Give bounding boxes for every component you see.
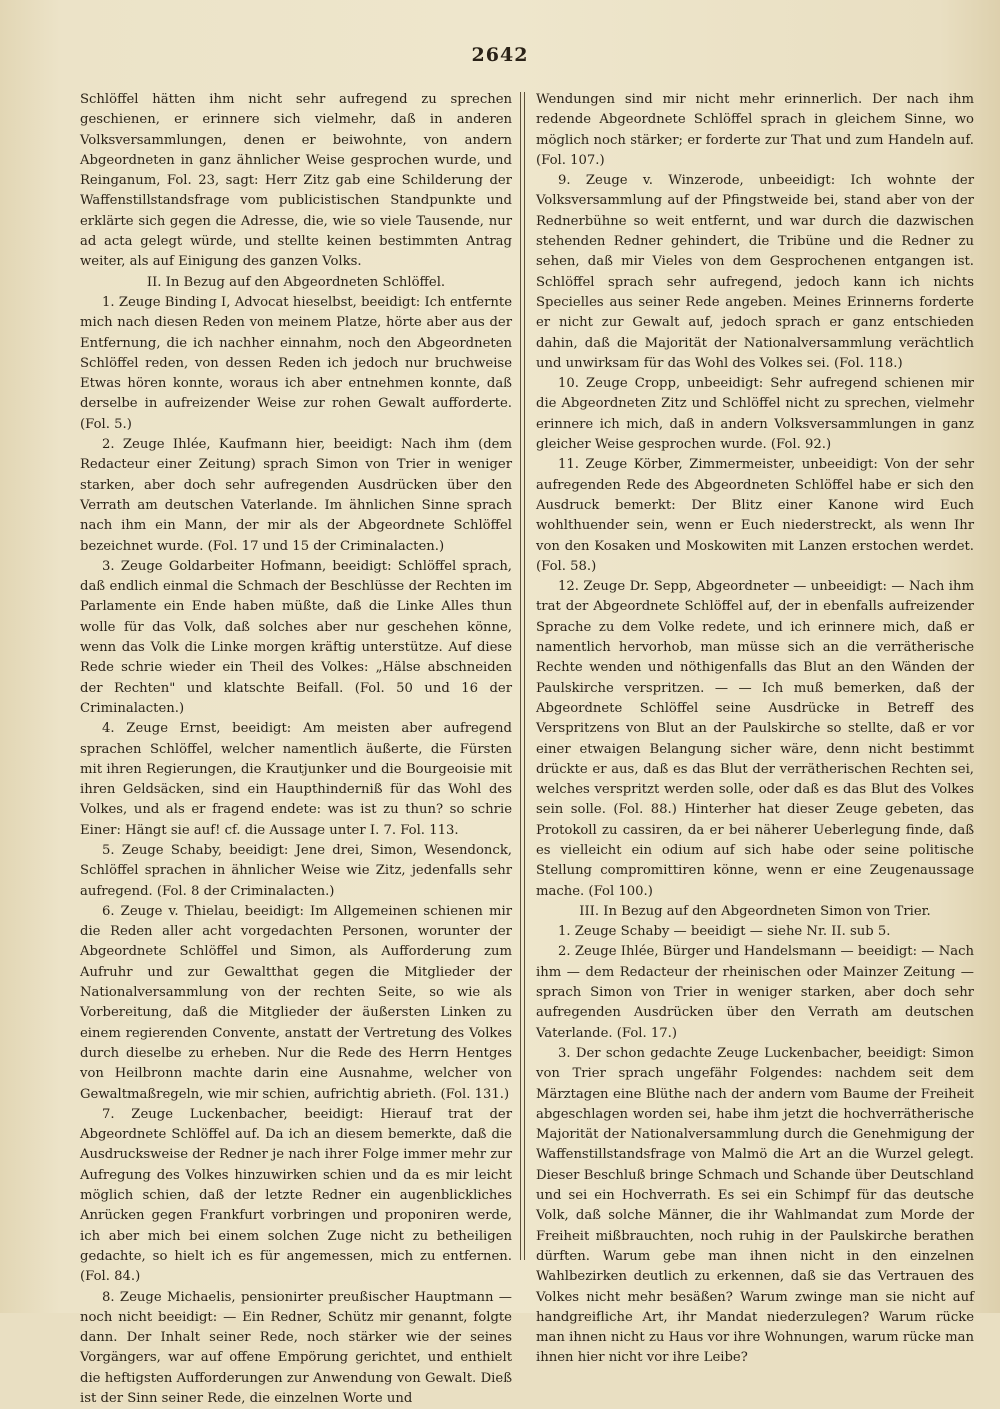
section-heading: III. In Bezug auf den Abgeordneten Simon von Trier. — [579, 903, 931, 919]
testimony-paragraph: 1. Zeuge Binding I, Advocat hieselbst, beeidigt: Ich entfernte mich nach diesen Reden von meinem Platze, hörte aber aus der Entfernung, die ich nachher einnahm, noch den Abgeordneten Schlöffel reden, von dessen Reden ich jedoch nur bruchweise Etwas hören konnte, woraus ich aber entnehmen konnte, daß derselbe in aufreizender Weise zur rohen Gewalt aufforderte. (Fol. 5.) — [80, 294, 512, 432]
paragraph: Schlöffel hätten ihm nicht sehr aufregend zu sprechen geschienen, er erinnere sich vielmehr, daß in anderen Volksversammlungen, denen er beiwohnte, von andern Abgeordneten in ganz ähnlicher Weise gesprochen wurde, und Reinganum, Fol. 23, sagt: Herr Zitz gab eine Schilderung der Waffenstillstandsfrage vom publicistischen Standpunkte und erklärte sich gegen die Adresse, die, wie so viele Tausende, nur ad acta gelegt würde, und stellte keinen bestimmten Antrag weiter, als auf Einigung des ganzen Volks. — [80, 92, 512, 270]
left-column — [80, 90, 512, 1409]
testimony-paragraph: 11. Zeuge Körber, Zimmermeister, unbeeidigt: Von der sehr aufregenden Rede des Abgeordneten Schlöffel habe er sich den Ausdruck bemerkt: Der Blitz einer Kanone wird Euch wohlthuender sein, wenn er Euch niederstreckt, als wenn Ihr von den Kosaken und Moskowiten mit Lanzen erstochen werdet. (Fol. 58.) — [536, 457, 974, 574]
testimony-paragraph: 6. Zeuge v. Thielau, beeidigt: Im Allgemeinen schienen mir die Reden aller acht vorgedachten Personen, worunter der Abgeordnete Schlöffel und Simon, als Aufforderung zum Aufruhr und zur Gewaltthat gegen die Mitglieder der Nationalversammlung von der rechten Seite, so wie als Vorbereitung, daß die Mitglieder der äußersten Linken zu einem regierenden Convente, anstatt der Vertretung des Volkes durch dieselbe zu erheben. Nur die Rede des Herrn Hentges von Heilbronn machte darin eine Ausnahme, welcher von Gewaltmaßregeln, wie mir schien, aufrichtig abrieth. (Fol. 131.) — [80, 903, 512, 1102]
paragraph: Wendungen sind mir nicht mehr erinnerlich. Der nach ihm redende Abgeordnete Schlöffel sprach in gleichem Sinne, wo möglich noch stärker; er forderte zur That und zum Handeln auf. (Fol. 107.) — [536, 92, 974, 168]
testimony-paragraph: 3. Der schon gedachte Zeuge Luckenbacher, beeidigt: Simon von Trier sprach ungefähr Folgendes: nachdem seit dem Märztagen eine Blüthe nach der andern vom Baume der Freiheit abgeschlagen worden sei, habe ihm jetzt die hochverrätherische Majorität der Nationalversammlung durch die Genehmigung der Waffenstillstandsfrage von Malmö die Art an die Wurzel gelegt. Dieser Beschluß bringe Schmach und Schande über Deutschland und sei ein Hochverrath. Es sei ein Schimpf für das deutsche Volk, daß solche Männer, die ihr Wahlmandat zum Morde der Freiheit mißbrauchten, noch ruhig in der Paulskirche berathen dürften. Warum gebe man ihnen nicht in den einzelnen Wahlbezirken deutlich zu erkennen, daß sie das Vertrauen des Volkes nicht mehr besäßen? Warum zwinge man sie nicht auf handgreifliche Art, ihr Mandat niederzulegen? Warum rücke man ihnen nicht zu Haus vor ihre Wohnungen, warum rücke man ihnen hier nicht vor ihre Leibe? — [536, 1045, 974, 1366]
section-heading: II. In Bezug auf den Abgeordneten Schlöffel. — [146, 274, 446, 290]
testimony-paragraph: 2. Zeuge Ihlée, Bürger und Handelsmann — beeidigt: — Nach ihm — dem Redacteur der rheinischen oder Mainzer Zeitung — sprach Simon von Trier in weniger starken, aber doch sehr aufregenden Ausdrücken über den Verrath am deutschen Vaterlande. (Fol. 17.) — [536, 944, 974, 1041]
testimony-paragraph: 12. Zeuge Dr. Sepp, Abgeordneter — unbeeidigt: — Nach ihm trat der Abgeordnete Schlöffel auf, der in ebenfalls aufreizender Sprache zu dem Volke redete, und ich erinnere mich, daß er namentlich hervorhob, man müsse sich an die verrätherische Rechte wenden und nöthigenfalls das Blut an den Wänden der Paulskirche verspritzen. — — Ich muß bemerken, daß der Abgeordnete Schlöffel seine Ausdrücke in Betreff des Verspritzens von Blut an der Paulskirche so stellte, daß er vor einer etwaigen Belangung sicher wäre, denn nicht bestimmt drückte er aus, daß es das Blut der verrätherischen Rechten sei, welches verspritzt werden solle, oder daß es das Blut des Volkes sein solle. (Fol. 88.) Hinterher hat dieser Zeuge gebeten, das Protokoll zu cassiren, da er bei näherer Ueberlegung finde, daß es vielleicht ein odium auf sich habe oder seine politische Stellung compromittiren könne, wenn er eine Zeugenaussage mache. (Fol 100.) — [536, 579, 974, 899]
testimony-paragraph: 9. Zeuge v. Winzerode, unbeeidigt: Ich wohnte der Volksversammlung auf der Pfingstweide bei, stand aber von der Rednerbühne so weit entfernt, und war durch die dazwischen stehenden Redner gehindert, die Tribüne und die Redner zu sehen, daß mir Vieles von dem Gesprochenen entgangen ist. Schlöffel sprach sehr aufregend, jedoch kann ich nichts Specielles aus seiner Rede angeben. Meines Erinnerns forderte er nicht zur Gewalt auf, jedoch sprach er ganz entschieden dahin, daß die Majorität der Nationalversammlung verächtlich und unwirksam für das Wohl des Volkes sei. (Fol. 118.) — [536, 173, 974, 371]
testimony-paragraph: 1. Zeuge Schaby — beeidigt — siehe Nr. II. sub 5. — [558, 924, 891, 940]
testimony-paragraph: 8. Zeuge Michaelis, pensionirter preußischer Hauptmann — noch nicht beeidigt: — Ein Redner, Schütz mir genannt, folgte dann. Der Inhalt seiner Rede, noch stärker wie der seines Vorgängers, war auf offene Empörung gerichtet, und enthielt die heftigsten Aufforderungen zur Anwendung von Gewalt. Dieß ist der Sinn seiner Rede, die einzelnen Worte und — [80, 1289, 512, 1406]
testimony-paragraph: 5. Zeuge Schaby, beeidigt: Jene drei, Simon, Wesendonck, Schlöffel sprachen in ähnlicher Weise wie Zitz, jedenfalls sehr aufregend. (Fol. 8 der Criminalacten.) — [80, 842, 512, 899]
right-column — [536, 90, 974, 1369]
column-divider — [520, 92, 525, 1260]
testimony-paragraph: 2. Zeuge Ihlée, Kaufmann hier, beeidigt: Nach ihm (dem Redacteur einer Zeitung) sprach Simon von Trier in weniger starken, aber doch sehr aufregenden Ausdrücken über den Verrath am deutschen Vaterlande. Im ähnlichen Sinne sprach nach ihm ein Mann, der mir als der Abgeordnete Schlöffel bezeichnet wurde. (Fol. 17 und 15 der Criminalacten.) — [80, 437, 512, 554]
testimony-paragraph: 4. Zeuge Ernst, beeidigt: Am meisten aber aufregend sprachen Schlöffel, welcher namentlich äußerte, die Fürsten mit ihren Regierungen, die Krautjunker und die Bourgeoisie mit ihren Geldsäcken, sind ein Haupthinderniß für das Wohl des Volkes, und als er fragend endete: was ist zu thun? so schrie Einer: Hängt sie auf! cf. die Aussage unter I. 7. Fol. 113. — [80, 721, 512, 838]
testimony-paragraph: 10. Zeuge Cropp, unbeeidigt: Sehr aufregend schienen mir die Abgeordneten Zitz und Schlöffel nicht zu sprechen, vielmehr erinnere ich mich, daß in andern Volksversammlungen in ganz gleicher Weise gesprochen wurde. (Fol. 92.) — [536, 376, 974, 453]
testimony-paragraph: 7. Zeuge Luckenbacher, beeidigt: Hierauf trat der Abgeordnete Schlöffel auf. Da ich an diesem bemerkte, daß die Ausdrucksweise der Redner je nach ihrer Folge immer mehr zur Aufregung des Volkes hinzuwirken schien und da es mir leicht möglich schien, daß der letzte Redner ein augenblickliches Anrücken gegen Frankfurt vorbringen und proponiren werde, ich aber mich bei einem solchen Zuge nicht zu betheiligen gedachte, so hielt ich es für angemessen, mich zu entfernen. (Fol. 84.) — [80, 1106, 512, 1285]
testimony-paragraph: 3. Zeuge Goldarbeiter Hofmann, beeidigt: Schlöffel sprach, daß endlich einmal die Schmach der Beschlüsse der Rechten im Parlamente ein Ende haben müßte, daß die Linke Alles thun wolle für das Volk, daß solches aber nur geschehen könne, wenn das Volk die Linke morgen kräftig unterstütze. Auf diese Rede schrie wieder ein Theil des Volkes: „Hälse abschneiden der Rechten" und klatschte Beifall. (Fol. 50 und 16 der Criminalacten.) — [80, 558, 512, 716]
page-number: 2642 — [471, 44, 529, 66]
